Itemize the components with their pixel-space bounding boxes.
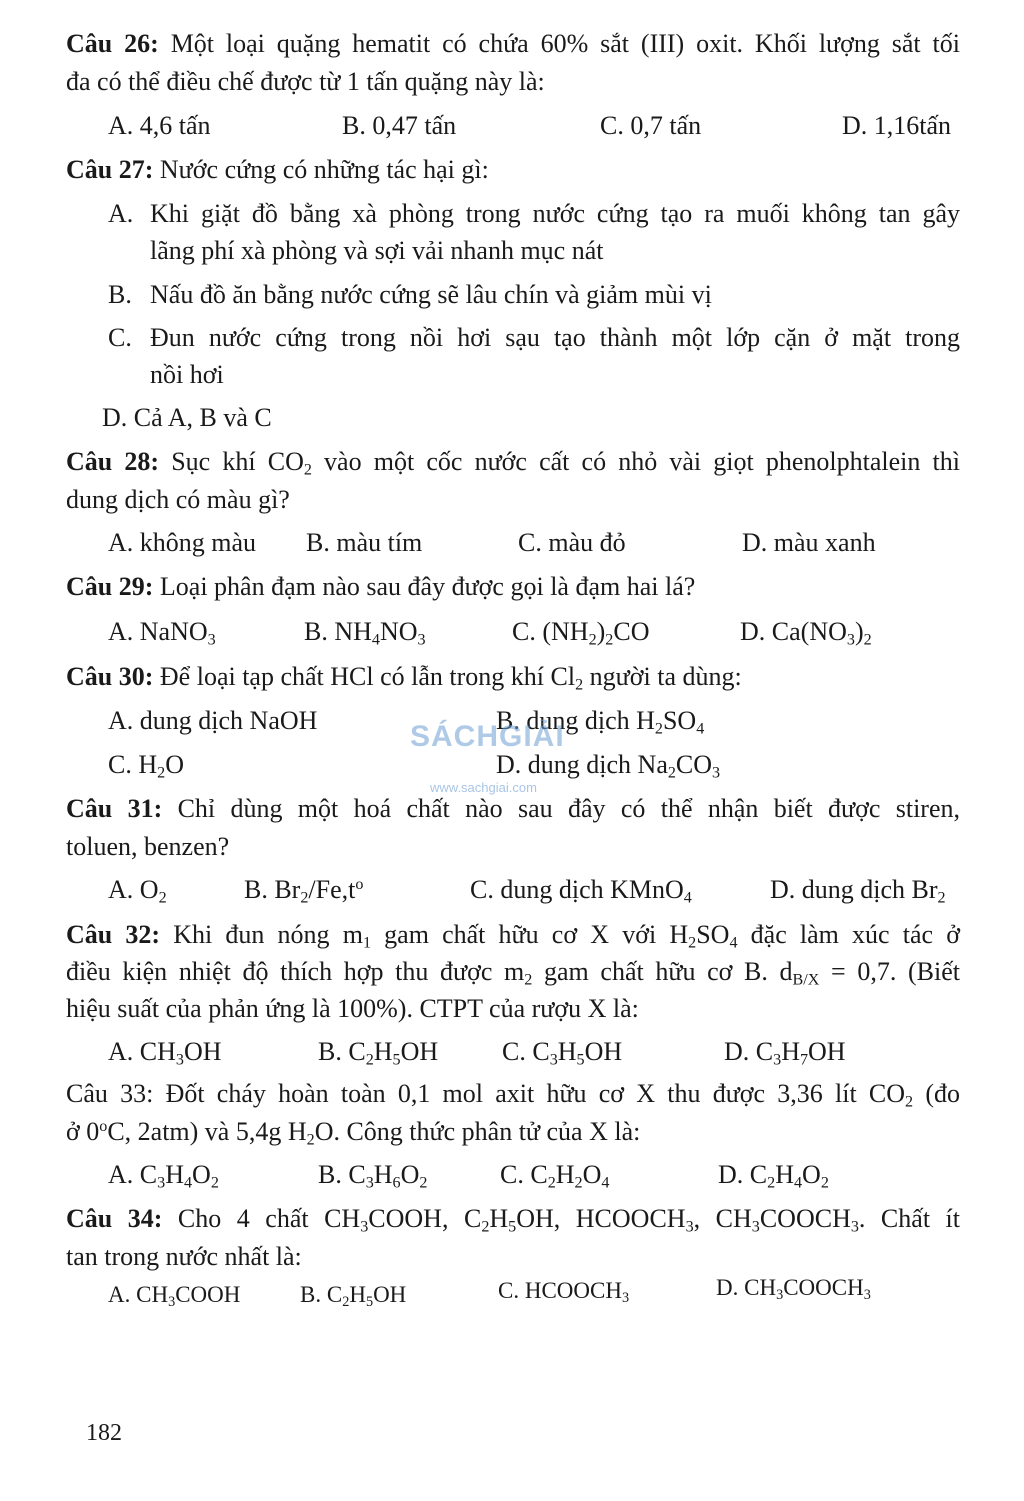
question-31-text: Chỉ dùng một hoá chất nào sau đây có thể nhận biết được stiren, xyxy=(177,794,960,823)
q31-option-a: A. $O_2$ xyxy=(108,875,167,907)
question-32-line-2: điều kiện nhiệt độ thích hợp thu được $m_2$ gam chất hữu cơ B. $d_{B/X} = 0,7$. (Biết xyxy=(66,957,960,989)
q28-option-c: C. màu đỏ xyxy=(518,528,626,557)
q26-option-b: B. 0,47 tấn xyxy=(342,111,457,140)
q30-option-a: A. dung dịch NaOH xyxy=(108,706,318,735)
question-34-line-1: Câu 34: Cho 4 chất $CH_3COOH$, $C_2H_5OH$, $HCOOCH_3$, $CH_3COOCH_3$. Chất ít xyxy=(66,1204,960,1236)
question-29-line xyxy=(66,573,695,602)
question-33-line-1: Câu 33: Đốt cháy hoàn toàn 0,1 mol axit hữu cơ X thu được 3,36 lít $CO_2$ (đo xyxy=(66,1079,960,1111)
q32-option-a: A. $CH_3OH$ xyxy=(108,1037,222,1069)
sachgiai-watermark-logo: SÁCHGIẢI xyxy=(410,720,565,753)
q30-option-d: D. dung dịch $Na_2CO_3$ xyxy=(496,750,721,782)
question-34-line-2: tan trong nước nhất là: xyxy=(66,1242,302,1271)
q27-option-a-prefix: A. xyxy=(108,199,134,228)
q28-option-a: A. không màu xyxy=(108,528,257,557)
question-26-text: Một loại quặng hematit có chứa 60% sắt (III) oxit. Khối lượng sắt tối xyxy=(170,29,960,58)
q29-option-a: A. NaNO$_3$ xyxy=(108,617,216,649)
question-27-line xyxy=(66,156,489,185)
q27-option-b-prefix: B. xyxy=(108,280,132,309)
q34-option-a: A. $CH_3COOH$ xyxy=(108,1282,241,1310)
q29-option-c: C. $(NH_2)_2CO$ xyxy=(512,617,650,649)
q27-option-c-prefix: C. xyxy=(108,323,132,352)
question-31-line-1 xyxy=(66,795,960,824)
q28-option-d: D. màu xanh xyxy=(742,528,876,557)
question-31-label: Câu 31: xyxy=(66,794,163,823)
q26-option-d: D. 1,16tấn xyxy=(842,111,952,140)
question-27-text: Nước cứng có những tác hại gì: xyxy=(159,155,489,184)
sachgiai-watermark-url: www.sachgiai.com xyxy=(430,780,537,795)
q32-option-d: D. $C_3H_7OH$ xyxy=(724,1037,846,1069)
q29-option-b: B. $NH_4NO_3$ xyxy=(304,617,426,649)
q34-option-d: D. $CH_3COOCH_3$ xyxy=(716,1275,871,1303)
q27-option-c-line-2: nồi hơi xyxy=(150,360,224,389)
question-33-text-post: (đo xyxy=(913,1079,960,1108)
question-28-line-1 xyxy=(66,448,960,479)
question-34-label: Câu 34: xyxy=(66,1204,163,1233)
question-32-line-1: Câu 32: Khi đun nóng $m_1$ gam chất hữu cơ X với $H_2SO_4$ đặc làm xúc tác ở xyxy=(66,920,960,952)
question-30-text-pre: Để loại tạp chất HCl có lẫn trong khí Cl xyxy=(159,662,576,691)
page-number: 182 xyxy=(86,1420,122,1446)
q30-option-b: B. dung dịch $H_2SO_4$ xyxy=(496,706,705,738)
q33-option-c: C. $C_2H_2O_4$ xyxy=(500,1160,610,1192)
q33-option-b: B. $C_3H_6O_2$ xyxy=(318,1160,428,1192)
q26-option-c: C. 0,7 tấn xyxy=(600,111,702,140)
q34-option-b: B. $C_2H_5OH$ xyxy=(300,1282,407,1310)
q31-option-b: B. $Br_2/Fe,t^o$ xyxy=(244,875,364,907)
question-32-line-3: hiệu suất của phản ứng là 100%). CTPT của rượu X là: xyxy=(66,994,639,1023)
q31-option-d: D. dung dịch $Br_2$ xyxy=(770,875,946,907)
question-28-text-sub: 2 xyxy=(303,461,312,479)
q33-option-a: A. $C_3H_4O_2$ xyxy=(108,1160,219,1192)
question-32-text-2: điều kiện nhiệt độ thích hợp thu được m xyxy=(66,957,525,986)
question-33-text-pre: Đốt cháy hoàn toàn 0,1 mol axit hữu cơ X thu được 3,36 lít CO xyxy=(165,1079,906,1108)
question-33-label: Câu 33: xyxy=(66,1079,154,1108)
q27-option-c-line-1: Đun nước cứng trong nồi hơi sạu tạo thành một lớp cặn ở mặt trong xyxy=(150,323,960,352)
question-26-label: Câu 26: xyxy=(66,29,159,58)
question-31-line-2: toluen, benzen? xyxy=(66,832,230,861)
q28-option-b: B. màu tím xyxy=(306,528,423,557)
q27-option-a-line-2: lãng phí xà phòng và sợi vải nhanh mục nát xyxy=(150,236,604,265)
question-28-line-2: dung dịch có màu gì? xyxy=(66,485,290,514)
q26-option-a: A. 4,6 tấn xyxy=(108,111,211,140)
q32-option-c: C. $C_3H_5OH$ xyxy=(502,1037,623,1069)
q27-option-b-text: Nấu đồ ăn bằng nước cứng sẽ lâu chín và giảm mùi vị xyxy=(150,280,712,309)
question-29-label: Câu 29: xyxy=(66,572,154,601)
q27-option-a-line-1: Khi giặt đồ bằng xà phòng trong nước cứng tạo ra muối không tan gây xyxy=(150,199,960,228)
question-28-text-post: vào một cốc nước cất có nhỏ vài giọt phenolphtalein thì xyxy=(311,447,960,476)
question-30-text-post: người ta dùng: xyxy=(583,662,742,691)
q32-option-b: B. $C_2H_5OH$ xyxy=(318,1037,439,1069)
question-30-line xyxy=(66,663,742,694)
question-33-line-2: ở 0$^o$C, 2atm) và 5,4g $H_2O$. Công thức phân tử của X là: xyxy=(66,1117,641,1149)
question-32-label: Câu 32: xyxy=(66,920,161,949)
question-26-line-2: đa có thể điều chế được từ 1 tấn quặng này là: xyxy=(66,67,545,96)
question-27-label: Câu 27: xyxy=(66,155,154,184)
q33-option-d: D. $C_2H_4O_2$ xyxy=(718,1160,829,1192)
question-30-label: Câu 30: xyxy=(66,662,154,691)
question-28-text-pre: Sục khí CO xyxy=(171,447,304,476)
q34-option-c: C. $HCOOCH_3$ xyxy=(498,1278,630,1306)
question-26-line-1 xyxy=(66,30,960,59)
q30-option-c: C. $H_2O$ xyxy=(108,750,184,782)
question-29-text: Loại phân đạm nào sau đây được gọi là đạm hai lá? xyxy=(159,572,696,601)
q29-option-d: D. $Ca(NO_3)_2$ xyxy=(740,617,872,649)
question-30-text-sub: 2 xyxy=(575,676,584,694)
question-28-label: Câu 28: xyxy=(66,447,160,476)
q27-option-d: D. Cả A, B và C xyxy=(102,403,272,432)
q31-option-c: C. dung dịch KMnO$_4$ xyxy=(470,875,692,907)
